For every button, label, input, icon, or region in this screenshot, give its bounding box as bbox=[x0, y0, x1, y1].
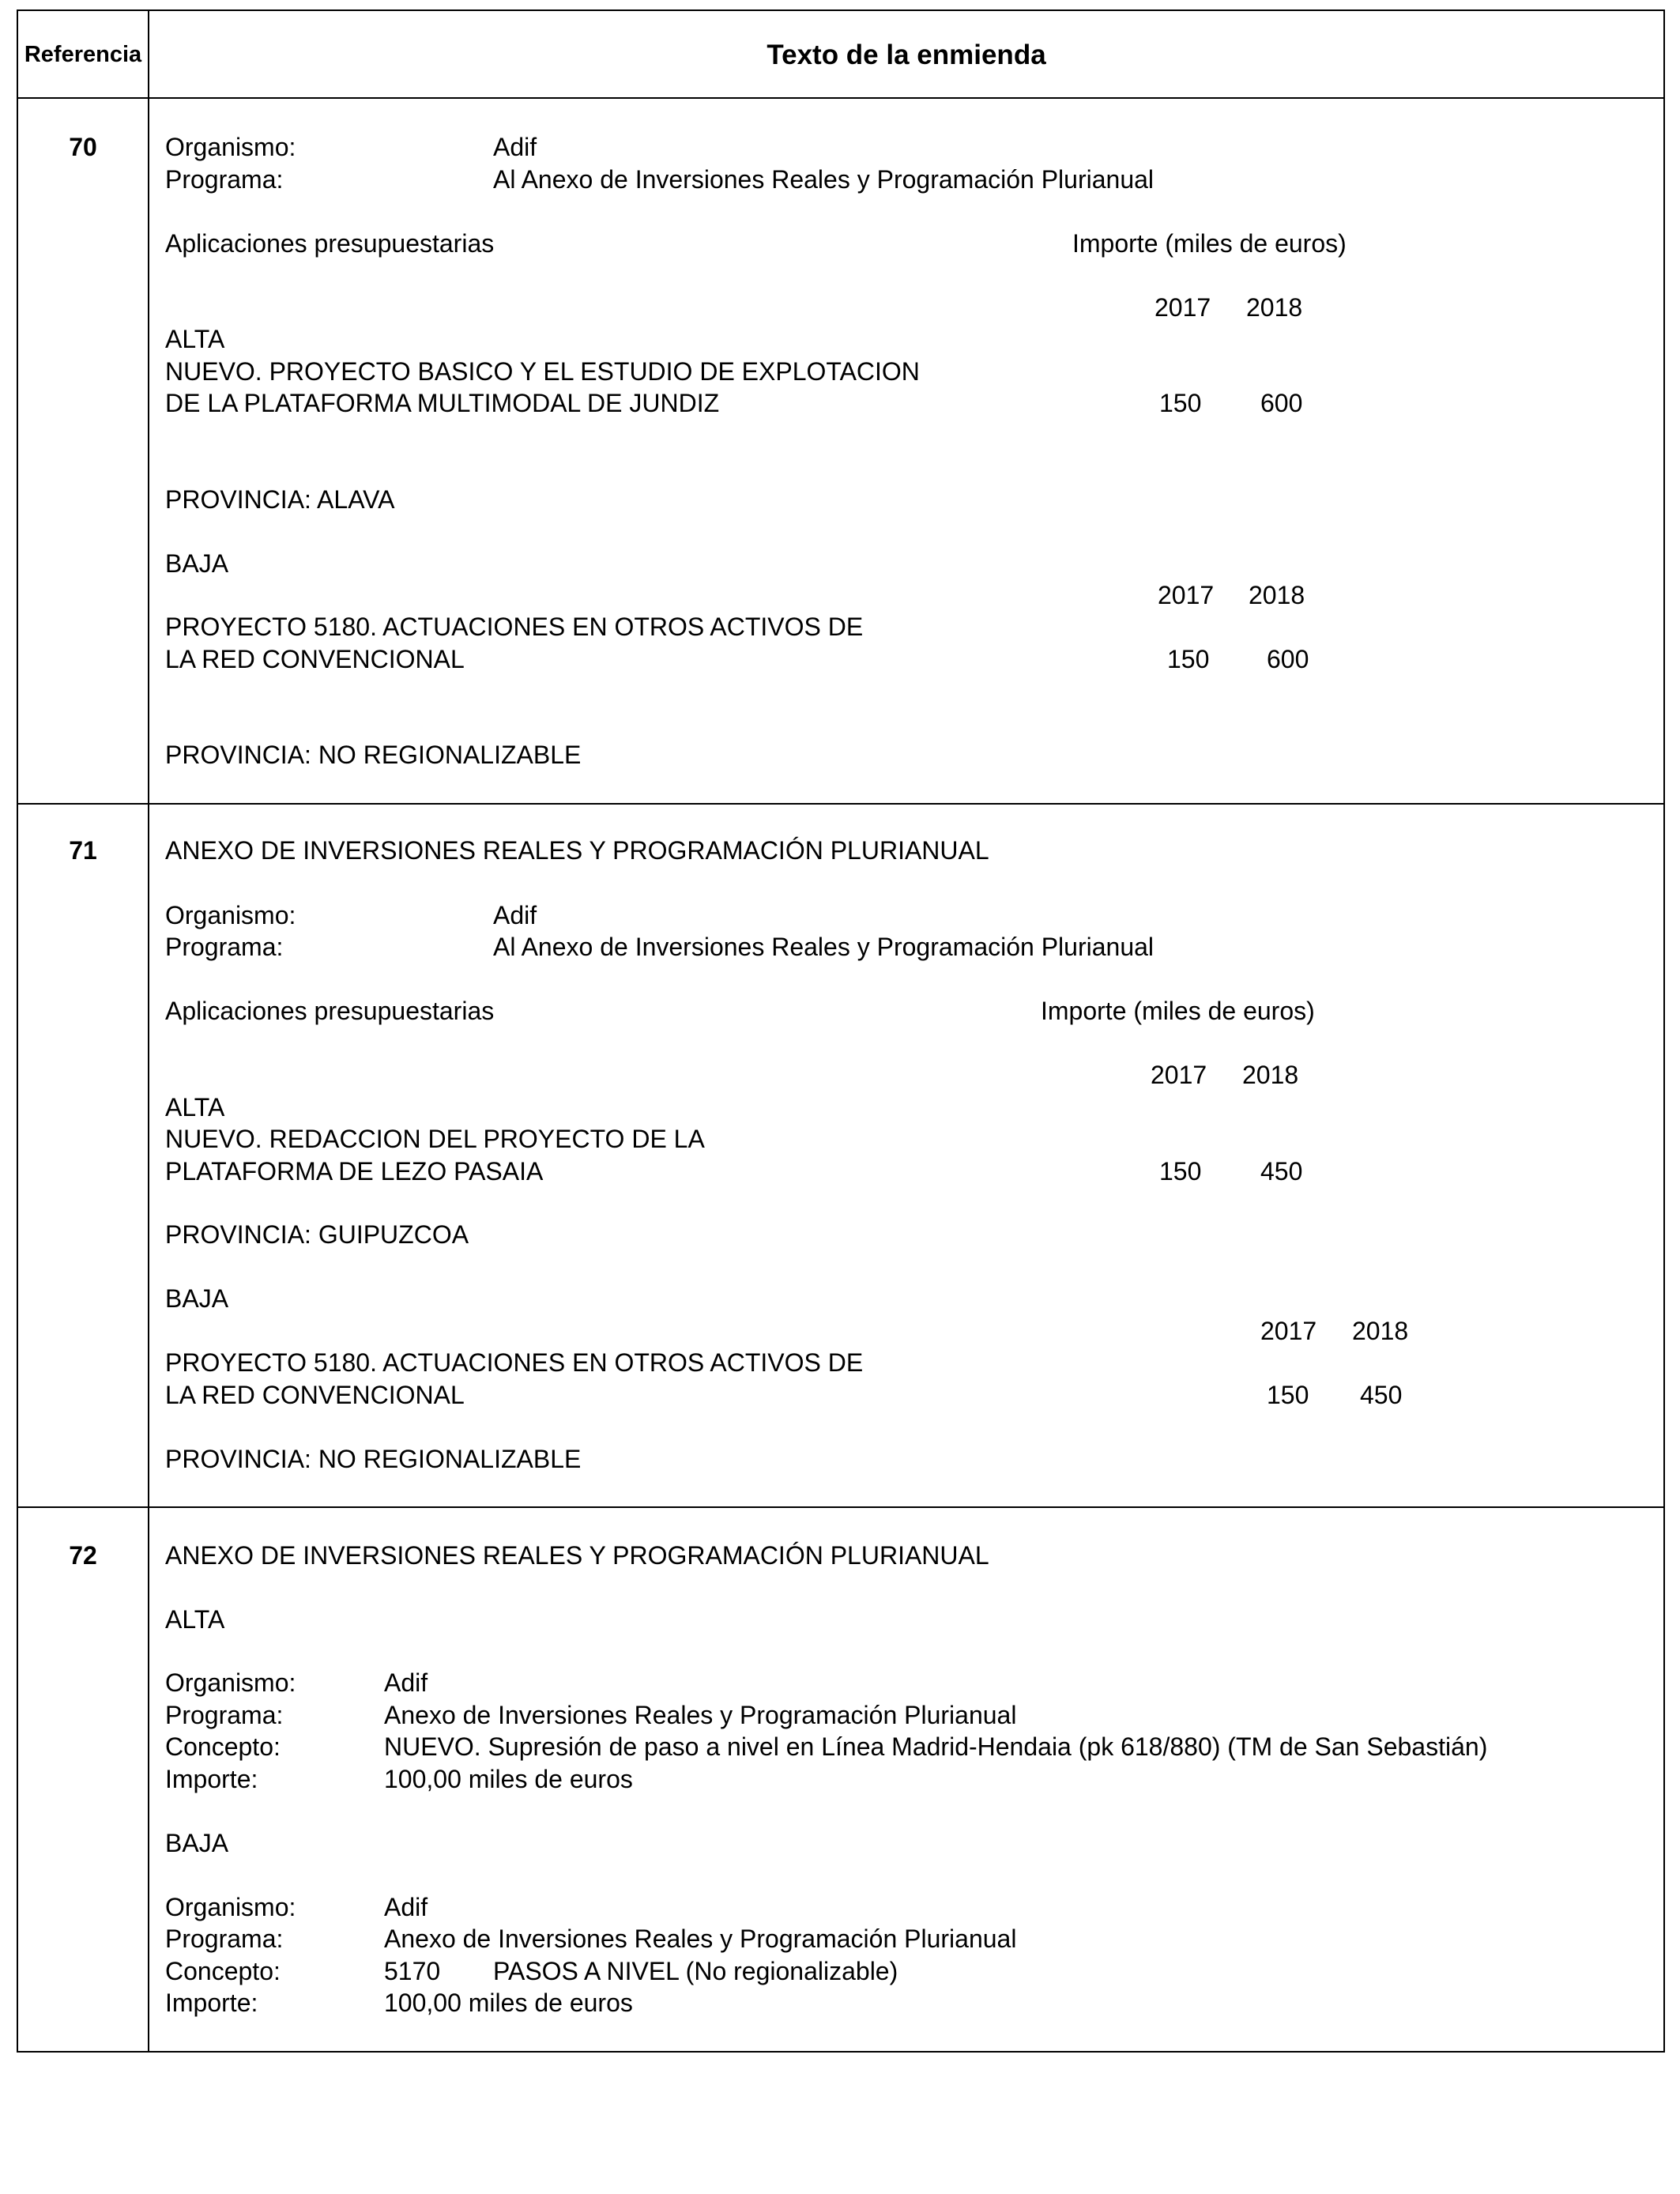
baja-label: BAJA bbox=[165, 549, 229, 578]
programa-value: Anexo de Inversiones Reales y Programación Plurianual bbox=[384, 1924, 1017, 1953]
importe-label: Importe: bbox=[165, 1765, 258, 1793]
alta-description-line2: PLATAFORMA DE LEZO PASAIA bbox=[165, 1157, 544, 1186]
header-bottom-border bbox=[17, 97, 1665, 99]
programa-label: Programa: bbox=[165, 933, 284, 961]
header-reference: Referencia bbox=[24, 42, 142, 67]
baja-description-line1: PROYECTO 5180. ACTUACIONES EN OTROS ACTIVOS DE bbox=[165, 613, 864, 641]
column-divider bbox=[148, 9, 149, 2053]
organismo-label: Organismo: bbox=[165, 133, 296, 161]
anexo-title: ANEXO DE INVERSIONES REALES Y PROGRAMACIÓN PLURIANUAL bbox=[165, 1541, 989, 1570]
importe-heading: Importe (miles de euros) bbox=[1072, 229, 1347, 258]
alta-description-line1: NUEVO. PROYECTO BASICO Y EL ESTUDIO DE EXPLOTACION bbox=[165, 357, 920, 386]
row-divider-71-72 bbox=[17, 1506, 1665, 1508]
programa-label: Programa: bbox=[165, 1701, 284, 1729]
alta-provincia: PROVINCIA: ALAVA bbox=[165, 485, 395, 514]
alta-label: ALTA bbox=[165, 325, 225, 353]
programa-label: Programa: bbox=[165, 1924, 284, 1953]
baja-amount-2018: 600 bbox=[1267, 645, 1309, 673]
programa-value: Anexo de Inversiones Reales y Programación Plurianual bbox=[384, 1701, 1017, 1729]
reference-number: 72 bbox=[69, 1541, 97, 1570]
reference-number: 70 bbox=[69, 133, 97, 161]
year-2017: 2017 bbox=[1155, 293, 1211, 322]
programa-value: Al Anexo de Inversiones Reales y Programación Plurianual bbox=[493, 933, 1155, 961]
organismo-value: Adif bbox=[493, 133, 537, 161]
anexo-title: ANEXO DE INVERSIONES REALES Y PROGRAMACIÓN PLURIANUAL bbox=[165, 836, 989, 865]
organismo-label: Organismo: bbox=[165, 1668, 296, 1697]
organismo-value: Adif bbox=[493, 901, 537, 929]
year-2017: 2017 bbox=[1158, 581, 1215, 609]
header-amendment-text: Texto de la enmienda bbox=[767, 40, 1046, 70]
concepto-value: NUEVO. Supresión de paso a nivel en Línea Madrid-Hendaia (pk 618/880) (TM de San Sebastián) bbox=[384, 1732, 1488, 1761]
table-bottom-border bbox=[17, 2051, 1665, 2053]
organismo-value: Adif bbox=[384, 1668, 428, 1697]
programa-label: Programa: bbox=[165, 165, 284, 194]
alta-description-line1: NUEVO. REDACCION DEL PROYECTO DE LA bbox=[165, 1125, 705, 1153]
year-2018: 2018 bbox=[1246, 293, 1303, 322]
alta-label: ALTA bbox=[165, 1605, 225, 1634]
alta-amount-2018: 600 bbox=[1260, 389, 1303, 417]
baja-label: BAJA bbox=[165, 1829, 229, 1857]
importe-heading: Importe (miles de euros) bbox=[1041, 997, 1315, 1025]
alta-label: ALTA bbox=[165, 1093, 225, 1122]
importe-value: 100,00 miles de euros bbox=[384, 1989, 633, 2017]
importe-label: Importe: bbox=[165, 1989, 258, 2017]
organismo-label: Organismo: bbox=[165, 1893, 296, 1921]
aplicaciones-heading: Aplicaciones presupuestarias bbox=[165, 229, 495, 258]
year-2018: 2018 bbox=[1242, 1061, 1299, 1089]
alta-provincia: PROVINCIA: GUIPUZCOA bbox=[165, 1220, 469, 1249]
year-2018: 2018 bbox=[1249, 581, 1305, 609]
baja-amount-2018: 450 bbox=[1360, 1381, 1403, 1409]
table-top-border bbox=[17, 9, 1665, 11]
alta-description-line2: DE LA PLATAFORMA MULTIMODAL DE JUNDIZ bbox=[165, 389, 720, 417]
table-right-border bbox=[1663, 9, 1665, 2053]
aplicaciones-heading: Aplicaciones presupuestarias bbox=[165, 997, 495, 1025]
year-2018: 2018 bbox=[1352, 1317, 1409, 1345]
year-2017: 2017 bbox=[1260, 1317, 1317, 1345]
alta-amount-2017: 150 bbox=[1159, 1157, 1202, 1186]
importe-value: 100,00 miles de euros bbox=[384, 1765, 633, 1793]
baja-amount-2017: 150 bbox=[1267, 1381, 1309, 1409]
concepto-label: Concepto: bbox=[165, 1957, 281, 1985]
year-2017: 2017 bbox=[1151, 1061, 1207, 1089]
reference-number: 71 bbox=[69, 836, 97, 865]
baja-provincia: PROVINCIA: NO REGIONALIZABLE bbox=[165, 1445, 582, 1473]
organismo-label: Organismo: bbox=[165, 901, 296, 929]
baja-description-line2: LA RED CONVENCIONAL bbox=[165, 1381, 465, 1409]
concepto-code: 5170 bbox=[384, 1957, 441, 1985]
baja-amount-2017: 150 bbox=[1167, 645, 1210, 673]
table-left-border bbox=[17, 9, 18, 2053]
concepto-label: Concepto: bbox=[165, 1732, 281, 1761]
concepto-text: PASOS A NIVEL (No regionalizable) bbox=[493, 1957, 898, 1985]
alta-amount-2018: 450 bbox=[1260, 1157, 1303, 1186]
row-divider-70-71 bbox=[17, 803, 1665, 805]
programa-value: Al Anexo de Inversiones Reales y Programación Plurianual bbox=[493, 165, 1155, 194]
alta-amount-2017: 150 bbox=[1159, 389, 1202, 417]
baja-description-line2: LA RED CONVENCIONAL bbox=[165, 645, 465, 673]
baja-label: BAJA bbox=[165, 1284, 229, 1313]
baja-provincia: PROVINCIA: NO REGIONALIZABLE bbox=[165, 741, 582, 769]
baja-description-line1: PROYECTO 5180. ACTUACIONES EN OTROS ACTIVOS DE bbox=[165, 1348, 864, 1377]
organismo-value: Adif bbox=[384, 1893, 428, 1921]
